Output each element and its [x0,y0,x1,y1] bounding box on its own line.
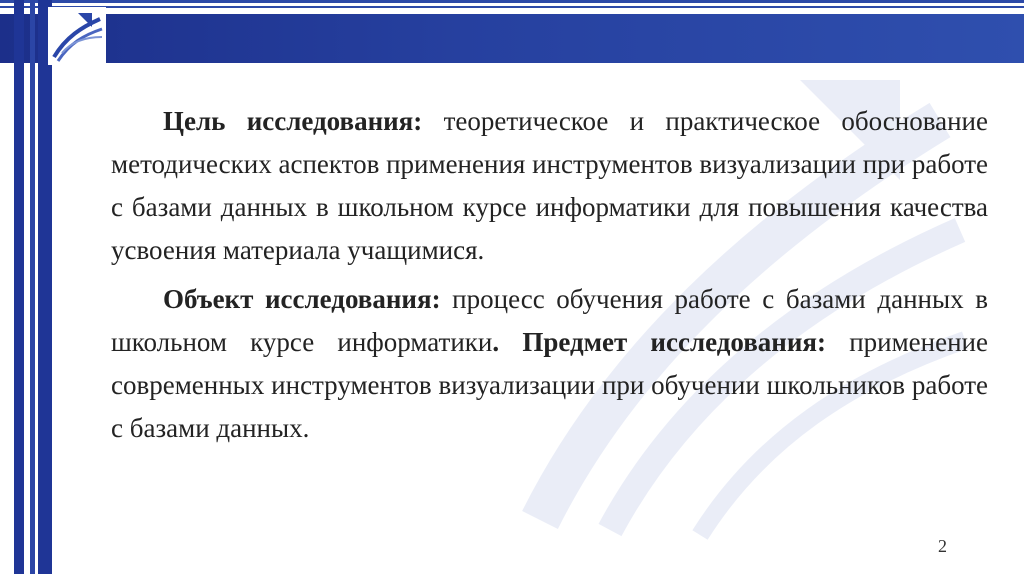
header-banner [0,14,1024,63]
university-logo-icon [48,7,106,65]
left-decor-bar [14,0,24,574]
left-decor-bar-wide [38,0,52,574]
left-decor-bar-thin [30,0,35,574]
research-object-period: . [492,327,500,357]
top-decor-strip-secondary [0,6,1024,8]
research-goal-label: Цель исследования: [163,106,423,136]
research-subject-text: применение современных инструментов визуализации при обучении школьников работе с базами данных. [111,327,988,443]
research-subject-label: Предмет исследования: [522,327,827,357]
slide-body [111,100,988,456]
research-object-paragraph [111,278,988,450]
research-goal-paragraph [111,100,988,272]
research-object-label: Объект исследования: [163,284,441,314]
page-number: 2 [938,536,947,556]
research-goal-text: теоретическое и практическое обоснование методических аспектов применения инструментов визуализации при работе с базами данных в школьном курсе информатики для повышения качества усвоения материала учащимися. [111,106,988,265]
top-decor-strip [0,0,1024,3]
research-object-text: процесс обучения работе с базами данных в школьном курсе информатики [111,284,988,357]
